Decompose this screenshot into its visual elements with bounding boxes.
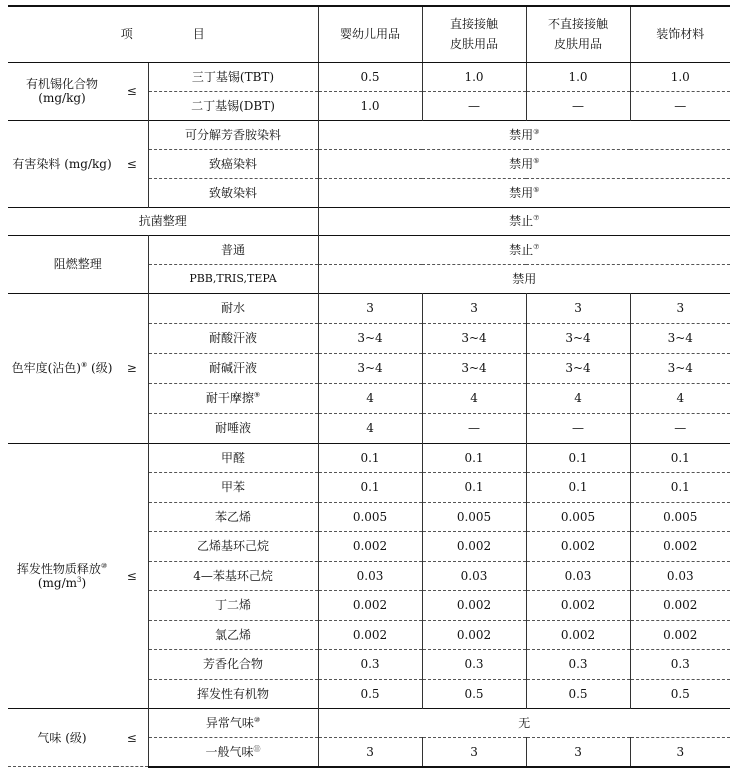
item-cell: 甲醛	[148, 443, 318, 473]
value-cell: 0.3	[526, 650, 630, 680]
value-cell: 3	[630, 738, 730, 767]
value-cell: 0.3	[422, 650, 526, 680]
merged-value-cell: 禁止⑦	[318, 235, 730, 264]
item-cell: 耐碱汗液	[148, 353, 318, 383]
merged-value-cell: 禁用⑤	[318, 178, 730, 207]
value-cell: 0.1	[422, 443, 526, 473]
value-cell: 3~4	[630, 353, 730, 383]
value-cell: 0.03	[422, 561, 526, 591]
item-cell: 二丁基锡(DBT)	[148, 91, 318, 120]
item-cell: 丁二烯	[148, 591, 318, 621]
value-cell: 1.0	[318, 91, 422, 120]
value-cell: 0.002	[318, 591, 422, 621]
value-cell: —	[630, 91, 730, 120]
value-cell: 3	[318, 293, 422, 323]
value-cell: 1.0	[526, 62, 630, 91]
value-cell: 0.5	[318, 679, 422, 709]
value-cell: 0.1	[526, 443, 630, 473]
merged-value-cell: 无	[318, 709, 730, 738]
odor-category: 气味 (级)	[8, 709, 116, 767]
value-cell: 0.002	[630, 620, 730, 650]
value-cell: —	[526, 413, 630, 443]
value-cell: 4	[422, 383, 526, 413]
header-row	[8, 6, 730, 62]
value-cell: 0.5	[422, 679, 526, 709]
value-cell: 0.005	[526, 502, 630, 532]
value-cell: 4	[318, 413, 422, 443]
value-cell: 4	[630, 383, 730, 413]
value-cell: 0.5	[526, 679, 630, 709]
table-row	[8, 709, 730, 738]
value-cell: —	[630, 413, 730, 443]
value-cell: 3~4	[318, 353, 422, 383]
table-row	[8, 443, 730, 473]
volatile-symbol: ≤	[116, 443, 148, 709]
organotin-category: 有机锡化合物 (mg/kg)	[8, 62, 116, 120]
header-col-direct: 直接接触 皮肤用品	[422, 6, 526, 62]
value-cell: 0.3	[630, 650, 730, 680]
item-cell: 耐水	[148, 293, 318, 323]
value-cell: 0.5	[318, 62, 422, 91]
value-cell: —	[422, 91, 526, 120]
value-cell: 3	[422, 738, 526, 767]
merged-value-cell: 禁用	[318, 264, 730, 293]
value-cell: 0.002	[526, 591, 630, 621]
value-cell: 0.002	[630, 532, 730, 562]
value-cell: 3~4	[526, 323, 630, 353]
value-cell: 0.002	[630, 591, 730, 621]
header-col-infant: 婴幼儿用品	[318, 6, 422, 62]
item-cell: 普通	[148, 235, 318, 264]
value-cell: 0.005	[318, 502, 422, 532]
item-cell: 挥发性有机物	[148, 679, 318, 709]
item-cell: 甲苯	[148, 473, 318, 503]
value-cell: 0.5	[630, 679, 730, 709]
value-cell: 0.002	[318, 620, 422, 650]
merged-value-cell: 禁用⑤	[318, 149, 730, 178]
value-cell: 0.002	[318, 532, 422, 562]
item-cell: 致癌染料	[148, 149, 318, 178]
value-cell: 3~4	[318, 323, 422, 353]
merged-value-cell: 禁止⑦	[318, 207, 730, 235]
value-cell: 0.1	[526, 473, 630, 503]
antibacterial-label: 抗菌整理	[8, 207, 318, 235]
value-cell: 0.002	[422, 620, 526, 650]
item-cell: 乙烯基环己烷	[148, 532, 318, 562]
value-cell: 3~4	[422, 323, 526, 353]
item-cell: 一般气味⑪	[148, 738, 318, 767]
dyes-symbol: ≤	[116, 120, 148, 207]
value-cell: 0.002	[422, 591, 526, 621]
value-cell: 0.002	[526, 620, 630, 650]
item-cell: 异常气味⑩	[148, 709, 318, 738]
table-row	[8, 207, 730, 235]
value-cell: 0.002	[422, 532, 526, 562]
value-cell: 3	[526, 293, 630, 323]
value-cell: 1.0	[422, 62, 526, 91]
item-cell: PBB,TRIS,TEPA	[148, 264, 318, 293]
value-cell: 0.3	[318, 650, 422, 680]
value-cell: —	[526, 91, 630, 120]
value-cell: 0.005	[630, 502, 730, 532]
value-cell: 0.1	[422, 473, 526, 503]
value-cell: 0.03	[630, 561, 730, 591]
item-cell: 耐干摩擦⑨	[148, 383, 318, 413]
value-cell: 0.1	[630, 473, 730, 503]
colorfastness-symbol: ≥	[116, 293, 148, 443]
item-cell: 致敏染料	[148, 178, 318, 207]
value-cell: 3	[630, 293, 730, 323]
dyes-category: 有害染料 (mg/kg)	[8, 120, 116, 207]
value-cell: 0.03	[526, 561, 630, 591]
item-cell: 芳香化合物	[148, 650, 318, 680]
item-cell: 4—苯基环己烷	[148, 561, 318, 591]
header-col-decor: 装饰材料	[630, 6, 730, 62]
table-row	[8, 293, 730, 323]
organotin-symbol: ≤	[116, 62, 148, 120]
value-cell: 0.1	[318, 473, 422, 503]
item-cell: 耐酸汗液	[148, 323, 318, 353]
value-cell: 3~4	[422, 353, 526, 383]
item-cell: 苯乙烯	[148, 502, 318, 532]
table-row	[8, 235, 730, 264]
standards-table	[8, 5, 730, 768]
value-cell: 3	[318, 738, 422, 767]
value-cell: 3	[422, 293, 526, 323]
item-cell: 可分解芳香胺染料	[148, 120, 318, 149]
value-cell: 3~4	[630, 323, 730, 353]
table-row	[8, 62, 730, 91]
value-cell: 1.0	[630, 62, 730, 91]
header-item-cell: 项 目	[8, 6, 318, 62]
flame-category: 阻燃整理	[8, 235, 148, 293]
value-cell: 3~4	[526, 353, 630, 383]
value-cell: 4	[526, 383, 630, 413]
table-row	[8, 120, 730, 149]
value-cell: 0.002	[526, 532, 630, 562]
value-cell: —	[422, 413, 526, 443]
value-cell: 0.1	[318, 443, 422, 473]
item-cell: 三丁基锡(TBT)	[148, 62, 318, 91]
item-cell: 氯乙烯	[148, 620, 318, 650]
odor-symbol: ≤	[116, 709, 148, 767]
value-cell: 0.03	[318, 561, 422, 591]
item-cell: 耐唾液	[148, 413, 318, 443]
value-cell: 4	[318, 383, 422, 413]
value-cell: 3	[526, 738, 630, 767]
merged-value-cell: 禁用③	[318, 120, 730, 149]
value-cell: 0.005	[422, 502, 526, 532]
volatile-category: 挥发性物质释放⑩ $(mg/m^3)$	[8, 443, 116, 709]
colorfastness-category: 色牢度(沾色)⑧ (级)	[8, 293, 116, 443]
header-col-indirect: 不直接接触 皮肤用品	[526, 6, 630, 62]
value-cell: 0.1	[630, 443, 730, 473]
